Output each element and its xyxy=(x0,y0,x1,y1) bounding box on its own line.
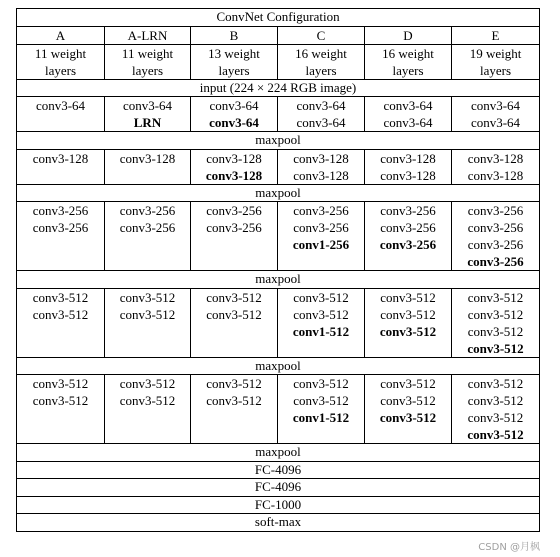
layer-cell xyxy=(452,149,540,184)
layer-cell xyxy=(278,202,365,271)
layer-label: conv3-64 xyxy=(296,98,346,113)
layer-label: conv3-512 xyxy=(32,289,89,305)
layer-cell xyxy=(191,149,278,184)
layer-label: conv3-512 xyxy=(206,393,262,408)
layer-cell xyxy=(105,202,191,271)
layer-cell xyxy=(191,97,278,132)
layer-label: conv3-64 xyxy=(470,115,521,130)
layer-cell xyxy=(191,288,278,357)
layer-cell xyxy=(191,202,278,271)
layer-cell xyxy=(452,288,540,357)
column-desc-line: layers xyxy=(479,62,512,78)
column-name: A-LRN xyxy=(105,26,191,44)
column-name: D xyxy=(365,26,452,44)
layer-label: conv3-256 xyxy=(119,203,176,218)
layer-label: conv3-512 xyxy=(379,323,437,339)
layer-cell xyxy=(278,97,365,132)
column-desc xyxy=(278,44,365,79)
column-name: C xyxy=(278,26,365,44)
layer-label: conv3-512 xyxy=(293,306,349,322)
layer-block-row xyxy=(17,97,540,132)
layer-label: conv3-512 xyxy=(467,376,524,391)
column-name-row xyxy=(17,26,540,44)
column-desc-line: 11 weight xyxy=(34,45,87,61)
layer-label: conv3-128 xyxy=(119,150,176,166)
column-desc xyxy=(17,44,105,79)
tail-layer-label-row xyxy=(17,496,540,514)
layer-label: conv3-256 xyxy=(206,220,262,235)
column-desc xyxy=(191,44,278,79)
layer-label: conv3-512 xyxy=(119,393,176,408)
column-desc-line: 13 weight xyxy=(208,45,260,61)
maxpool-label: maxpool xyxy=(17,132,540,150)
tail-layer-label-row xyxy=(17,461,540,479)
layer-label: LRN xyxy=(133,115,162,130)
layer-label: conv3-512 xyxy=(206,376,262,391)
layer-block-row xyxy=(17,202,540,271)
layer-label: conv3-256 xyxy=(32,220,89,235)
layer-label: conv3-512 xyxy=(119,306,176,322)
tail-layer-label: FC-4096 xyxy=(17,461,540,479)
layer-label: conv3-256 xyxy=(467,237,524,252)
column-name: B xyxy=(191,26,278,44)
layer-label: conv3-512 xyxy=(467,410,524,425)
layer-label: conv3-256 xyxy=(467,220,524,235)
layer-label: conv1-512 xyxy=(292,323,350,339)
layer-cell xyxy=(17,375,105,444)
config-table xyxy=(16,8,540,532)
layer-label: conv3-128 xyxy=(32,150,89,166)
layer-label: conv3-512 xyxy=(380,393,436,408)
layer-cell xyxy=(17,202,105,271)
layer-cell xyxy=(17,97,105,132)
layer-cell xyxy=(278,288,365,357)
maxpool-label-row xyxy=(17,357,540,375)
column-desc-line: layers xyxy=(131,62,164,78)
layer-block-row xyxy=(17,375,540,444)
layer-cell xyxy=(105,149,191,184)
layer-label: conv3-256 xyxy=(380,220,436,235)
table-title: ConvNet Configuration xyxy=(17,9,540,27)
column-desc-line: layers xyxy=(305,62,337,78)
layer-label: conv3-64 xyxy=(383,115,433,130)
column-desc xyxy=(105,44,191,79)
layer-label: conv3-128 xyxy=(293,150,349,166)
column-desc-line: 16 weight xyxy=(295,45,347,61)
layer-cell xyxy=(105,97,191,132)
layer-cell xyxy=(365,149,452,184)
layer-label: conv3-64 xyxy=(209,115,259,130)
maxpool-label-row xyxy=(17,184,540,202)
column-desc xyxy=(365,44,452,79)
input-label: input (224 × 224 RGB image) xyxy=(17,79,540,97)
tail-layer-label: FC-1000 xyxy=(17,496,540,514)
layer-label: conv3-128 xyxy=(205,167,263,183)
layer-cell xyxy=(105,288,191,357)
tail-layer-label: FC-4096 xyxy=(17,479,540,497)
layer-cell xyxy=(365,97,452,132)
maxpool-label: maxpool xyxy=(17,271,540,289)
layer-label: conv3-256 xyxy=(379,237,437,252)
convnet-configuration-table xyxy=(16,8,539,532)
layer-label: conv3-512 xyxy=(32,376,89,391)
layer-label: conv3-64 xyxy=(470,98,521,113)
layer-label: conv3-64 xyxy=(35,98,86,113)
watermark: CSDN @月枫 xyxy=(478,542,540,553)
layer-label: conv3-64 xyxy=(383,98,433,113)
layer-label: conv3-128 xyxy=(206,150,262,166)
layer-label: conv3-512 xyxy=(119,289,176,305)
layer-label: conv3-256 xyxy=(119,220,176,235)
layer-cell xyxy=(365,202,452,271)
layer-block-row xyxy=(17,288,540,357)
layer-label: conv3-512 xyxy=(293,289,349,305)
layer-label: conv3-512 xyxy=(467,393,524,408)
layer-cell xyxy=(278,149,365,184)
layer-label: conv1-512 xyxy=(292,410,350,425)
layer-cell xyxy=(452,202,540,271)
layer-label: conv3-512 xyxy=(32,393,89,408)
layer-cell xyxy=(365,375,452,444)
layer-label: conv3-128 xyxy=(380,167,436,183)
layer-cell xyxy=(17,149,105,184)
maxpool-label: maxpool xyxy=(17,357,540,375)
layer-cell xyxy=(278,375,365,444)
layer-label: conv3-512 xyxy=(293,376,349,391)
layer-label: conv3-64 xyxy=(209,98,259,113)
maxpool-label-row xyxy=(17,271,540,289)
layer-label: conv3-128 xyxy=(467,167,524,183)
table-title-row xyxy=(17,9,540,27)
layer-label: conv3-256 xyxy=(293,203,349,218)
layer-label: conv3-512 xyxy=(380,376,436,391)
layer-cell xyxy=(191,375,278,444)
layer-label: conv3-512 xyxy=(119,376,176,391)
column-desc-line: layers xyxy=(44,62,77,78)
layer-label: conv3-64 xyxy=(122,98,173,113)
layer-label: conv3-128 xyxy=(467,150,524,166)
column-desc xyxy=(452,44,540,79)
layer-label: conv3-256 xyxy=(293,220,349,235)
layer-label: conv3-256 xyxy=(206,203,262,218)
layer-label: conv3-512 xyxy=(467,306,524,322)
column-name: A xyxy=(17,26,105,44)
layer-label: conv3-512 xyxy=(206,306,262,322)
layer-label: conv3-256 xyxy=(467,203,524,218)
column-desc-line: 11 weight xyxy=(121,45,174,61)
layer-cell xyxy=(452,375,540,444)
layer-label: conv1-256 xyxy=(292,237,350,252)
column-desc-line: layers xyxy=(392,62,424,78)
layer-cell xyxy=(452,97,540,132)
maxpool-label-row xyxy=(17,444,540,462)
layer-label: conv3-512 xyxy=(467,323,524,339)
layer-label: conv3-128 xyxy=(380,150,436,166)
column-desc-row xyxy=(17,44,540,79)
layer-label: conv3-512 xyxy=(380,306,436,322)
tail-layer-label-row xyxy=(17,514,540,532)
column-name: E xyxy=(452,26,540,44)
maxpool-label-row xyxy=(17,132,540,150)
layer-label: conv3-512 xyxy=(467,289,524,305)
layer-cell xyxy=(365,288,452,357)
column-desc-line: 19 weight xyxy=(469,45,522,61)
layer-label: conv3-128 xyxy=(293,167,349,183)
layer-cell xyxy=(105,375,191,444)
input-label-row xyxy=(17,79,540,97)
column-desc-line: layers xyxy=(218,62,250,78)
layer-label: conv3-64 xyxy=(296,115,346,130)
maxpool-label: maxpool xyxy=(17,444,540,462)
layer-cell xyxy=(17,288,105,357)
layer-label: conv3-512 xyxy=(32,306,89,322)
layer-label: conv3-256 xyxy=(32,203,89,218)
layer-label: conv3-512 xyxy=(379,410,437,425)
column-desc-line: 16 weight xyxy=(382,45,434,61)
layer-block-row xyxy=(17,149,540,184)
layer-label: conv3-512 xyxy=(467,427,524,442)
maxpool-label: maxpool xyxy=(17,184,540,202)
layer-label: conv3-512 xyxy=(293,393,349,408)
layer-label: conv3-512 xyxy=(206,289,262,305)
layer-label: conv3-256 xyxy=(467,254,524,269)
tail-layer-label-row xyxy=(17,479,540,497)
layer-label: conv3-256 xyxy=(380,203,436,218)
tail-layer-label: soft-max xyxy=(17,514,540,532)
layer-label: conv3-512 xyxy=(380,289,436,305)
layer-label: conv3-512 xyxy=(467,340,524,356)
